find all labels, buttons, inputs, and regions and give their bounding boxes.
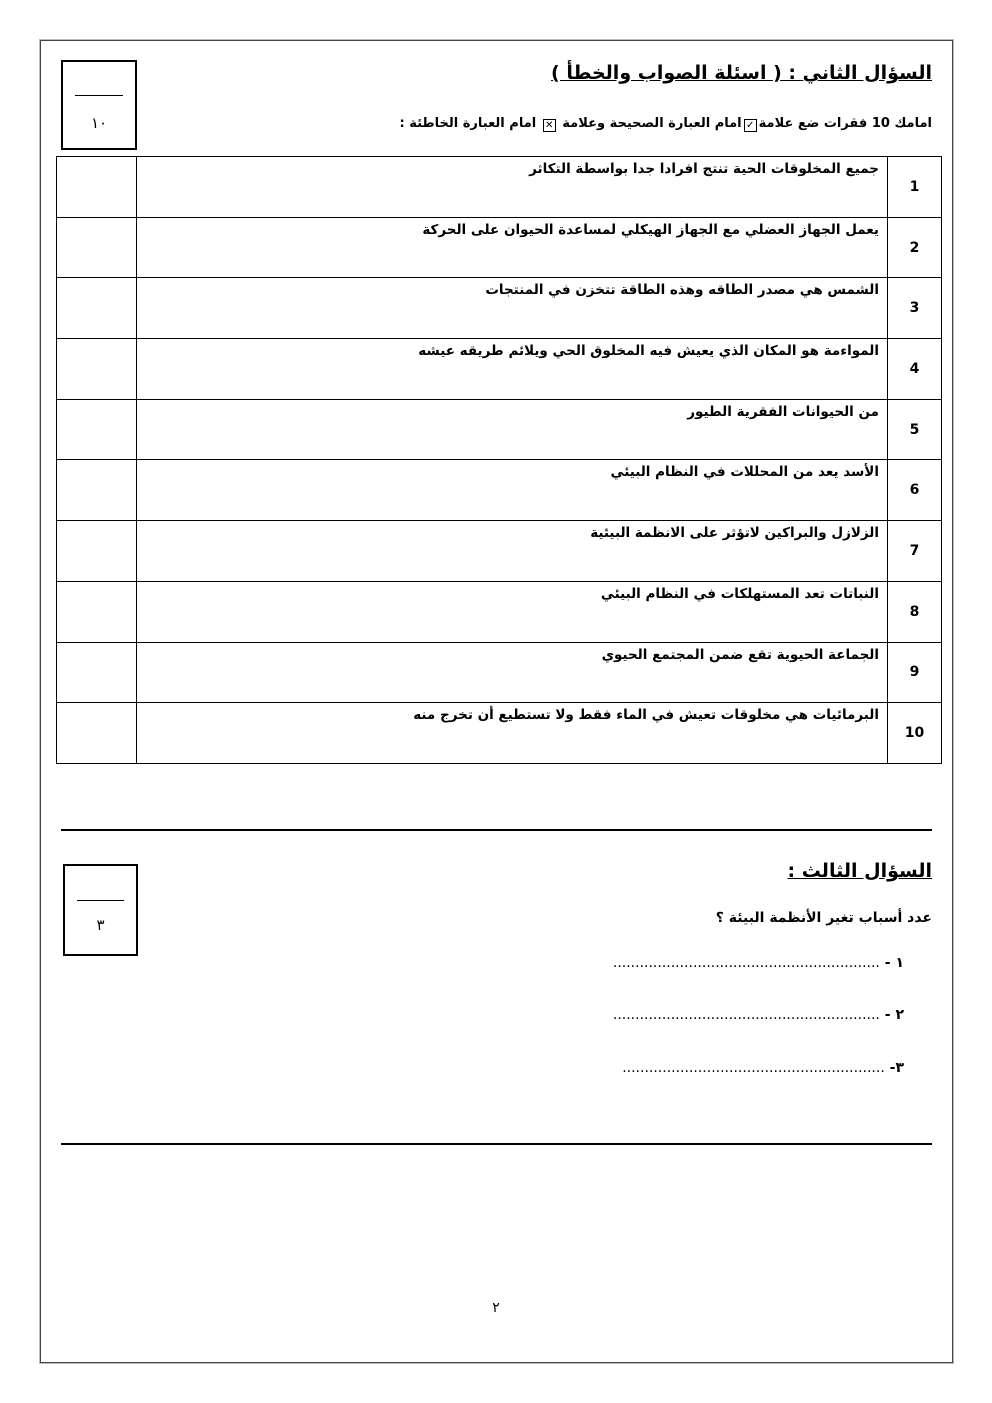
statement-number: 6 (888, 460, 942, 521)
statement-text: المواءمة هو المكان الذي يعيش فيه المخلوق الحي ويلائم طريقه عيشه (137, 339, 888, 400)
answer-cell[interactable] (57, 460, 137, 521)
answer-blank[interactable]: ............................................................ (612, 1007, 880, 1023)
score-blank-line (75, 95, 123, 96)
answer-cell[interactable] (57, 581, 137, 642)
statement-text: الأسد يعد من المحللات في النظام البيئي (137, 460, 888, 521)
statement-number: 3 (888, 278, 942, 339)
q3-prompt: عدد أسباب تغير الأنظمة البيئة ؟ (715, 910, 932, 926)
q3-score-box (63, 864, 138, 956)
statement-number: 10 (888, 703, 942, 764)
q2-score-box (61, 60, 137, 150)
statement-number: 8 (888, 581, 942, 642)
answer-blank[interactable]: ........................................................... (622, 1060, 885, 1076)
statement-text: الشمس هي مصدر الطاقه وهذه الطاقة تتخزن في المنتجات (137, 278, 888, 339)
statement-number: 9 (888, 642, 942, 703)
cross-icon: ✕ (543, 119, 556, 132)
answer-cell[interactable] (57, 703, 137, 764)
answer-line-2[interactable] (613, 1007, 904, 1023)
page-number: ٢ (492, 1300, 500, 1316)
statement-number: 4 (888, 339, 942, 400)
answer-line-3[interactable] (622, 1060, 904, 1076)
check-icon: ✓ (744, 119, 757, 132)
statement-text: النباتات تعد المستهلكات في النظام البيئي (137, 581, 888, 642)
statement-row (57, 339, 942, 400)
answer-cell[interactable] (57, 642, 137, 703)
statement-text: الجماعة الحيوية تقع ضمن المجتمع الحيوي (137, 642, 888, 703)
statement-row (57, 581, 942, 642)
statement-row (57, 642, 942, 703)
answer-label: ١ - (884, 955, 904, 971)
q2-score-value: ١٠ (90, 114, 108, 132)
q3-score-value: ٣ (96, 916, 105, 934)
statement-text: من الحيوانات الفقرية الطيور (137, 399, 888, 460)
answer-cell[interactable] (57, 521, 137, 582)
statement-row (57, 217, 942, 278)
statement-text: جميع المخلوقات الحية تنتج افرادا جدا بواسطة التكاثر (137, 157, 888, 218)
answer-line-1[interactable] (613, 955, 904, 971)
answer-label: ٢ - (884, 1007, 904, 1023)
statement-row (57, 460, 942, 521)
instruction-part2: امام العبارة الصحيحة وعلامة (562, 116, 742, 131)
statement-row (57, 278, 942, 339)
answer-blank[interactable]: ............................................................ (612, 955, 880, 971)
true-false-table (56, 156, 942, 764)
statement-row (57, 157, 942, 218)
statement-number: 1 (888, 157, 942, 218)
answer-cell[interactable] (57, 278, 137, 339)
answer-label: ٣- (889, 1060, 904, 1076)
score-blank-line (77, 900, 124, 901)
q2-title: السؤال الثاني : ( اسئلة الصواب والخطأ ) (551, 62, 932, 84)
answer-cell[interactable] (57, 399, 137, 460)
statement-number: 7 (888, 521, 942, 582)
statement-text: يعمل الجهاز العضلي مع الجهاز الهيكلي لمساعدة الحيوان على الحركة (137, 217, 888, 278)
statement-row (57, 703, 942, 764)
section-divider (61, 829, 932, 831)
answer-cell[interactable] (57, 157, 137, 218)
statement-text: الزلازل والبراكين لاتؤثر على الانظمة البيئية (137, 521, 888, 582)
q3-title: السؤال الثالث : (787, 860, 932, 882)
answer-cell[interactable] (57, 339, 137, 400)
statement-text: البرمائيات هي مخلوقات تعيش في الماء فقط ولا تستطيع أن تخرج منه (137, 703, 888, 764)
instruction-part1: امامك 10 فقرات ضع علامة (758, 116, 932, 131)
section-divider (61, 1143, 932, 1145)
statement-number: 2 (888, 217, 942, 278)
answer-cell[interactable] (57, 217, 137, 278)
statement-row (57, 521, 942, 582)
statement-number: 5 (888, 399, 942, 460)
statement-row (57, 399, 942, 460)
instruction-part3: امام العبارة الخاطئة : (399, 116, 537, 131)
q2-instruction (399, 116, 932, 132)
